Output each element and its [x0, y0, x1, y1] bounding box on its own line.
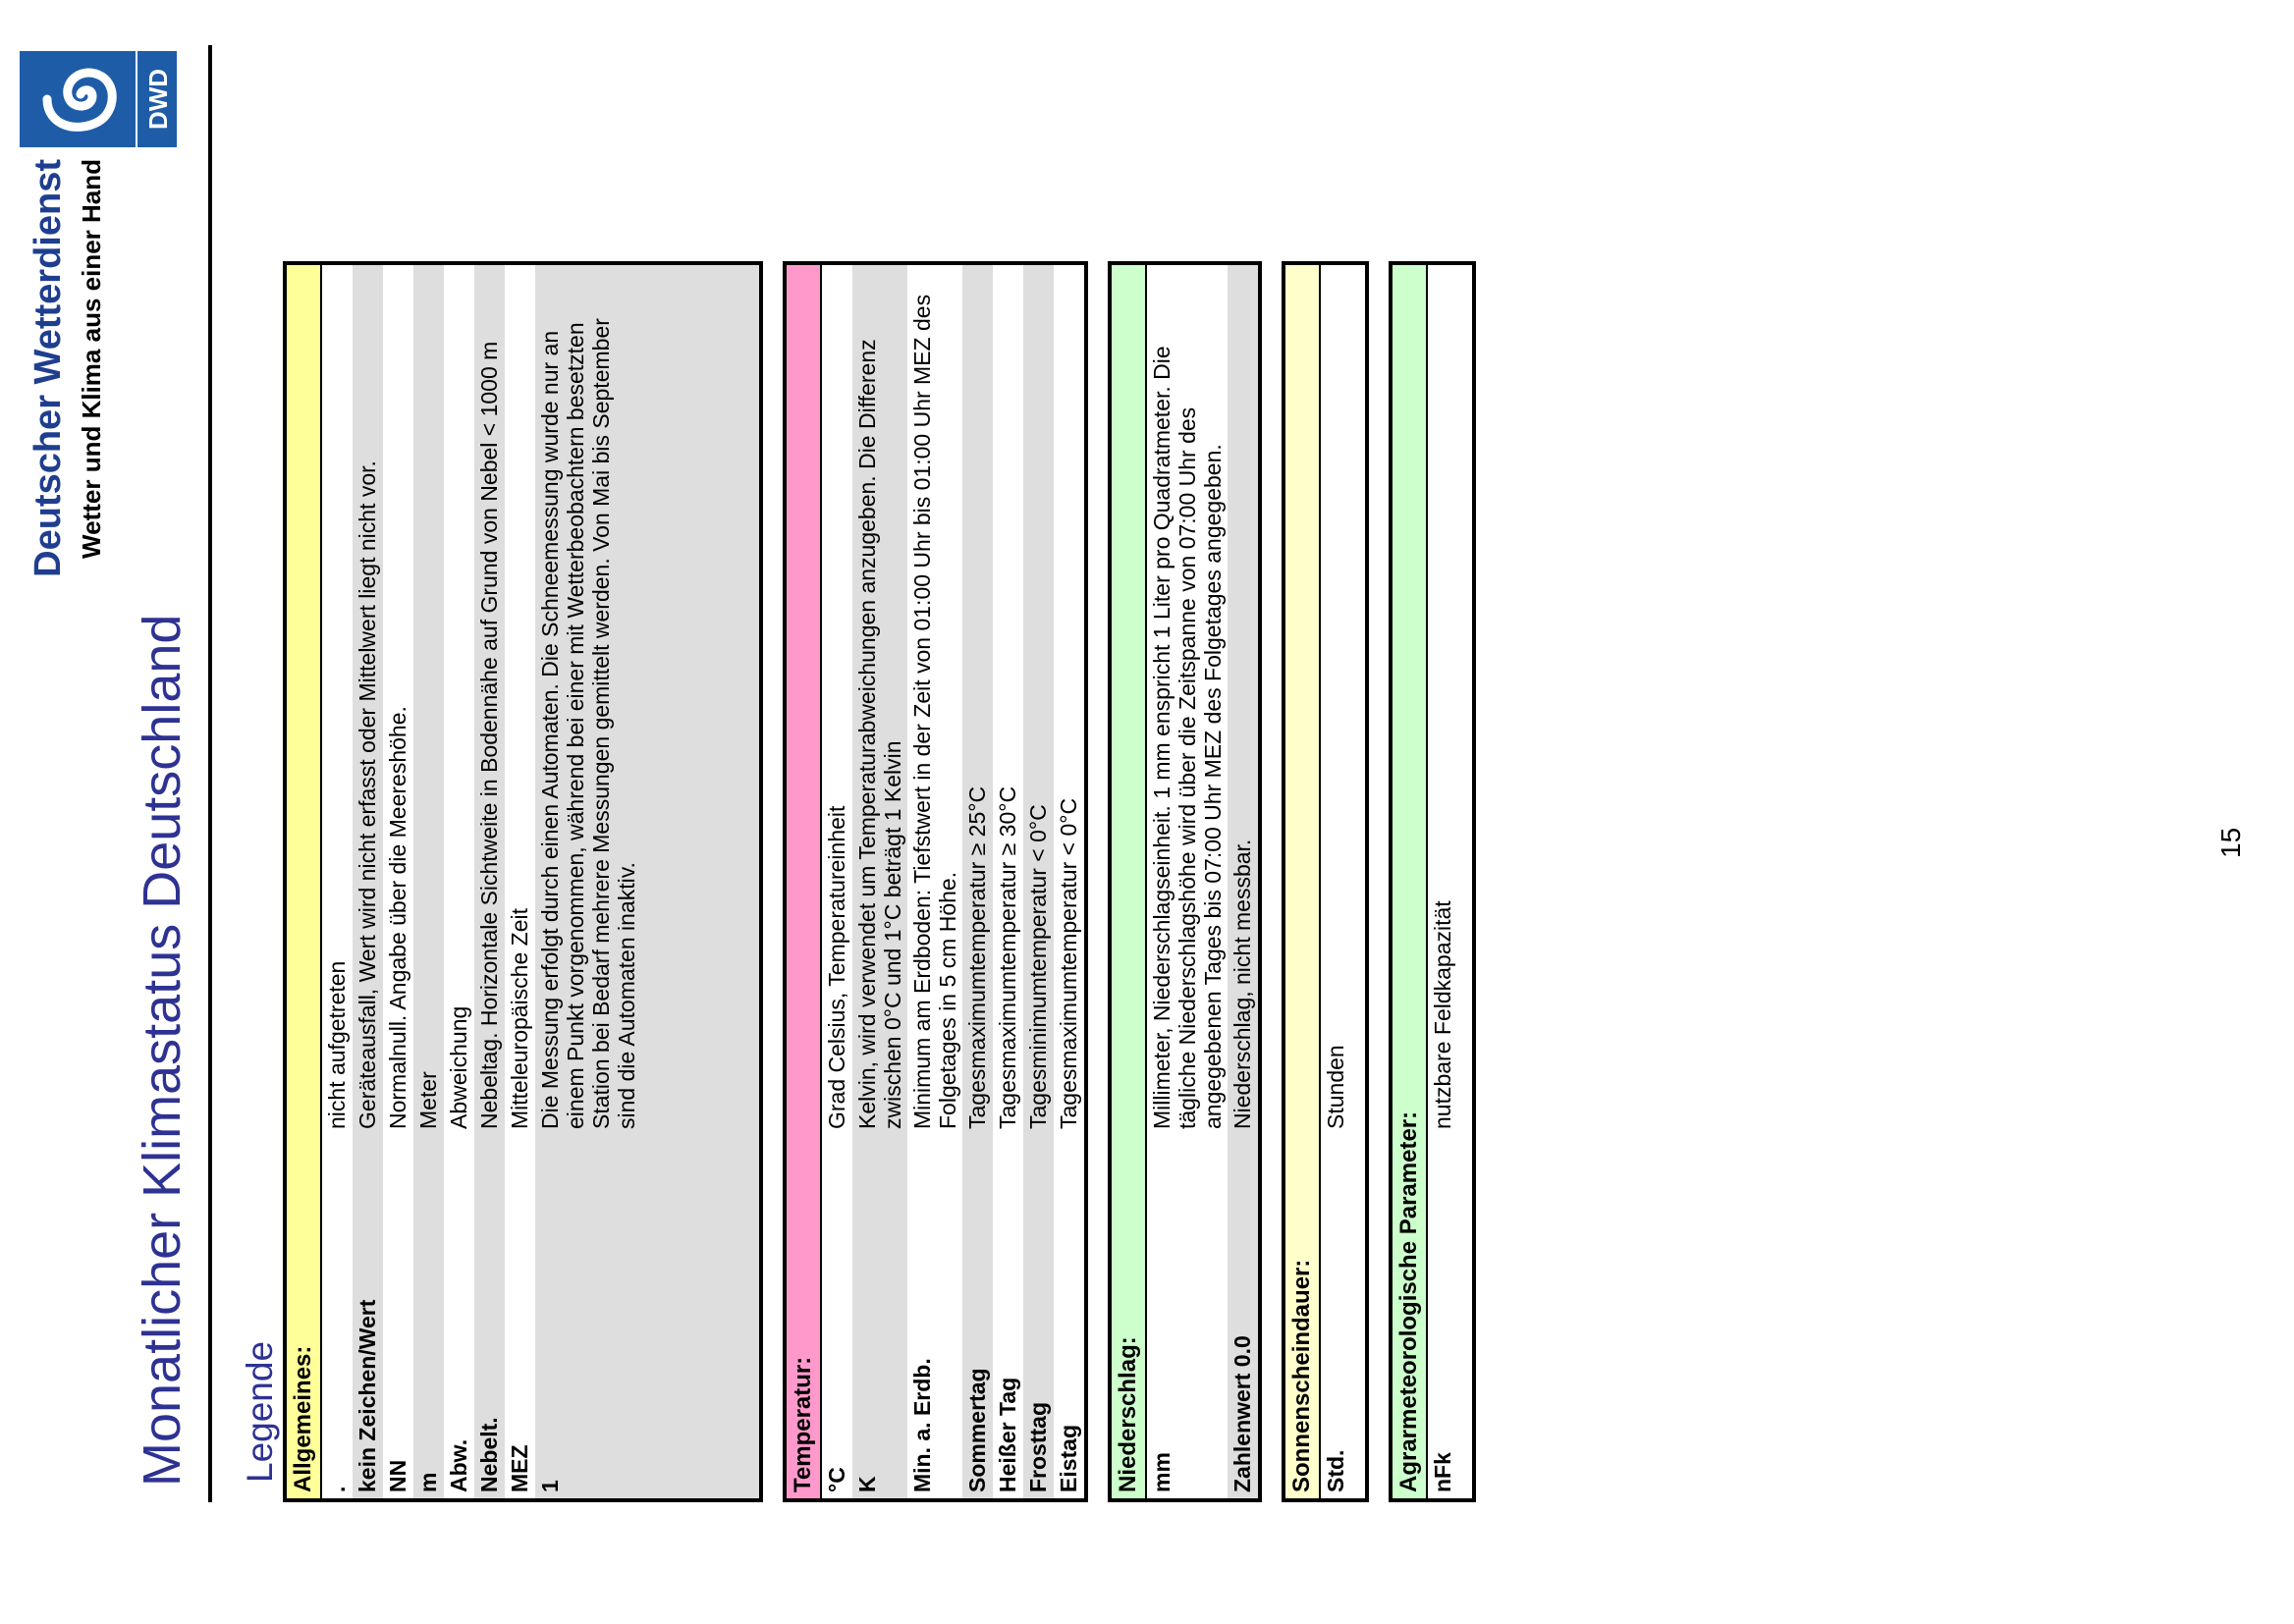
legend-term: MEZ: [507, 1444, 532, 1492]
empty-row: [641, 265, 759, 1498]
title-divider: [208, 45, 212, 1502]
legend-description: Tagesmaximumtemperatur ≥ 25°C: [964, 785, 990, 1129]
section-header: [1393, 265, 1428, 1498]
legend-row: [413, 265, 444, 1498]
section-header: [787, 265, 822, 1498]
legend-description: nutzbare Feldkapazität: [1430, 900, 1455, 1129]
section-header: [1112, 265, 1147, 1498]
legend-description: Normalnull. Angabe über die Meereshöhe.: [385, 706, 410, 1129]
section-agrarmeteorologie: [1389, 261, 1476, 1502]
legend-term: °C: [824, 1467, 849, 1492]
section-title: Sonnenscheindauer:: [1288, 1259, 1315, 1492]
legend-content: [283, 261, 1496, 1502]
legend-description: Millimeter, Niederschlagseinheit. 1 mm enspricht 1 Liter pro Quadratmeter. Die tägliche Niederschlagshöhe wird über die Zeitspanne von 07:00 Uhr des angegebenen Tages bis 07:00 Uhr MEZ des Folgetages angegeben.: [1149, 346, 1226, 1129]
legend-row: [353, 265, 383, 1498]
legend-term: K: [854, 1476, 880, 1492]
brand-name: Deutscher Wetterdienst: [27, 159, 69, 577]
legend-description: Tagesmaximumtemperatur ≥ 30°C: [995, 785, 1020, 1129]
legend-description: Tagesmaximumtemperatur < 0°C: [1056, 797, 1081, 1129]
legend-term: Abw.: [446, 1438, 471, 1492]
legend-row: [907, 265, 962, 1498]
legend-description: Grad Celsius, Temperatureinheit: [824, 805, 849, 1129]
section-header: [1285, 265, 1321, 1498]
legend-term: Eistag: [1056, 1424, 1081, 1492]
legend-description: Meter: [415, 1071, 441, 1129]
legend-description: Stunden: [1323, 1045, 1348, 1129]
legend-row: [962, 265, 993, 1498]
legend-description: Nebeltag. Horizontale Sichtweite in Bodennähe auf Grund von Nebel < 1000 m: [476, 341, 502, 1129]
section-niederschlag: [1108, 261, 1262, 1502]
legend-description: Die Messung erfolgt durch einen Automaten. Die Schneemessung wurde nur an einem Punkt vorgenommen, während bei einer mit Wetterbeobachtern besetzten Station bei Bedarf mehrere Messungen gemittelt werden. Von Mai bis September sind die Automaten inaktiv.: [537, 318, 639, 1129]
page-title: Monatlicher Klimastatus Deutschland: [133, 614, 191, 1487]
legend-row: [1147, 265, 1228, 1498]
legend-description: Niederschlag, nicht messbar.: [1229, 839, 1255, 1129]
legend-row: [1428, 265, 1458, 1498]
section-title: Temperatur:: [790, 1356, 816, 1492]
legend-row: [1054, 265, 1084, 1498]
page-number: 15: [2215, 827, 2246, 858]
legend-row: [852, 265, 907, 1498]
section-allgemeines: [283, 261, 763, 1502]
section-title: Niederschlag:: [1115, 1336, 1141, 1492]
section-header: [287, 265, 322, 1498]
legend-term: .: [324, 1486, 350, 1492]
legend-term: kein Zeichen/Wert: [355, 1299, 380, 1492]
legend-term: mm: [1149, 1452, 1174, 1492]
legend-row: [444, 265, 474, 1498]
legend-description: Abweichung: [446, 1005, 471, 1129]
legend-term: Frosttag: [1025, 1402, 1051, 1492]
legend-row: [993, 265, 1023, 1498]
legend-term: Min. a. Erdb.: [909, 1358, 935, 1492]
dwd-logo: [20, 51, 177, 147]
legend-row: [1321, 265, 1351, 1498]
legend-row: [1023, 265, 1054, 1498]
brand-tagline: Wetter und Klima aus einer Hand: [77, 159, 106, 559]
legend-row: [1228, 265, 1258, 1498]
legend-description: Tagesminimumtemperatur < 0°C: [1025, 804, 1051, 1129]
legend-term: Std.: [1323, 1449, 1348, 1492]
logo-text: DWD: [143, 68, 173, 131]
legend-description: nicht aufgetreten: [324, 960, 350, 1129]
section-title: Allgemeines:: [290, 1345, 316, 1492]
legend-term: m: [415, 1472, 441, 1492]
legend-term: Zahlenwert 0.0: [1229, 1335, 1255, 1492]
legend-row: [505, 265, 535, 1498]
legend-term: Nebelt.: [476, 1417, 502, 1492]
legend-term: NN: [385, 1459, 410, 1492]
section-temperatur: [783, 261, 1088, 1502]
legend-description: Geräteausfall, Wert wird nicht erfasst oder Mittelwert liegt nicht vor.: [355, 460, 380, 1129]
dwd-logo-icon: [20, 51, 177, 147]
section-title: Agrarmeteorologische Parameter:: [1395, 1110, 1422, 1492]
legend-row: [535, 265, 641, 1498]
legend-row: [322, 265, 353, 1498]
legend-row: [822, 265, 852, 1498]
legend-term: Sommertag: [964, 1368, 990, 1492]
legend-heading: Legende: [240, 1340, 280, 1483]
legend-row: [474, 265, 505, 1498]
legend-description: Minimum am Erdboden: Tiefstwert in der Zeit von 01:00 Uhr bis 01:00 Uhr MEZ des Folgetages in 5 cm Höhe.: [909, 294, 960, 1129]
legend-description: Mitteleuropäische Zeit: [507, 908, 532, 1129]
legend-term: 1: [537, 1480, 563, 1492]
legend-term: Heißer Tag: [995, 1377, 1020, 1492]
legend-description: Kelvin, wird verwendet um Temperaturabweichungen anzugeben. Die Differenz zwischen 0°C und 1°C beträgt 1 Kelvin: [854, 339, 905, 1129]
legend-term: nFk: [1430, 1452, 1455, 1492]
legend-row: [383, 265, 413, 1498]
section-sonnenscheindauer: [1282, 261, 1369, 1502]
